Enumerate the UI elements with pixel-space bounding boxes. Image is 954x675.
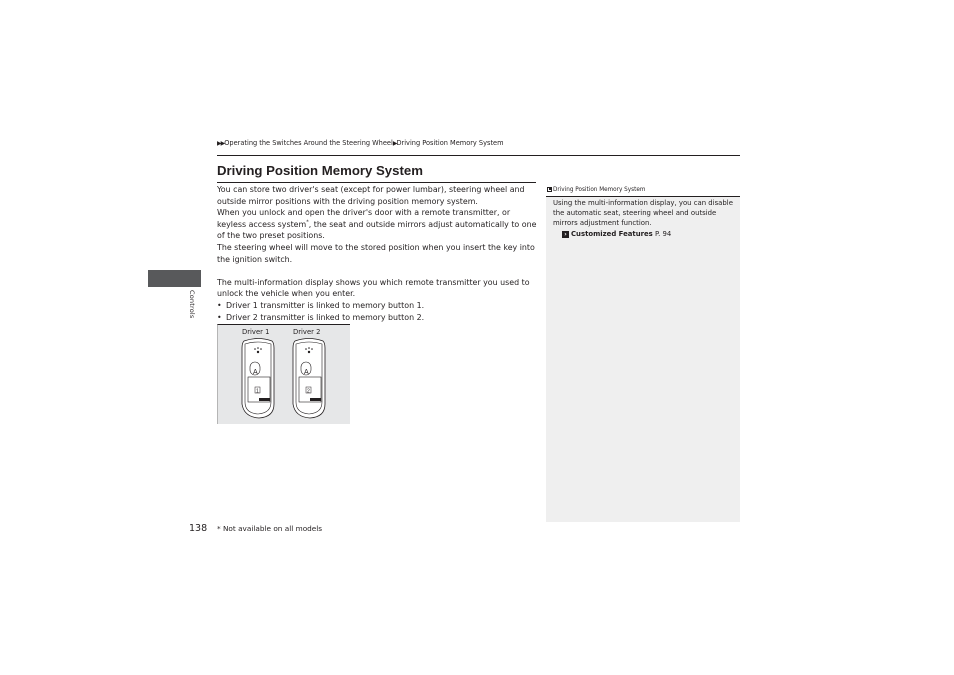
svg-text:A: A — [253, 369, 258, 376]
cross-reference-link[interactable] — [562, 229, 737, 239]
note-paragraph: Using the multi-information display, you can disable the automatic seat, steering wheel and outside mirrors adjustment function. — [553, 199, 733, 228]
footnote: * Not available on all models — [217, 524, 323, 533]
key1-number: 1 — [256, 388, 259, 395]
note-title: Driving Position Memory System — [547, 186, 645, 195]
link-arrow-icon: › — [562, 231, 569, 238]
driver1-label: Driver 1 — [242, 328, 270, 336]
chapter-label: Controls — [188, 290, 196, 319]
key-fob-icon — [242, 339, 274, 419]
breadcrumb-section[interactable]: Operating the Switches Around the Steering Wheel — [224, 139, 393, 147]
list-item: • Driver 1 transmitter is linked to memory button 1. — [217, 300, 537, 312]
footnote-mark: * — [306, 219, 309, 226]
note-icon — [547, 187, 552, 192]
note-text — [553, 198, 737, 239]
driver2-label: Driver 2 — [293, 328, 321, 336]
list-item: • Driver 2 transmitter is linked to memory button 2. — [217, 312, 537, 324]
paragraph: The steering wheel will move to the stored position when you insert the key into the ignition switch. — [217, 242, 535, 264]
key-fob-illustration — [217, 324, 350, 424]
title-rule — [217, 182, 536, 183]
key-fobs-drawing — [217, 324, 350, 424]
body-text — [217, 184, 537, 323]
svg-text:A: A — [304, 369, 309, 376]
breadcrumb-current: Driving Position Memory System — [396, 139, 504, 147]
double-arrow-icon: ▶▶ — [217, 140, 225, 147]
arrow-icon: ▶ — [392, 140, 397, 147]
page-number: 138 — [189, 523, 208, 534]
xref-page[interactable]: P. 94 — [654, 229, 672, 238]
paragraph: When you unlock and open the driver's door with a remote transmitter, or keyless access system*, the seat and outside mirrors adjust automatically to one of the two preset positions. — [217, 208, 537, 241]
breadcrumb — [217, 138, 504, 149]
paragraph: You can store two driver's seat (except for power lumbar), steering wheel and outside mirror positions with the driving position memory system. — [217, 185, 525, 206]
key-fob-icon — [293, 339, 325, 419]
key2-number: 2 — [307, 388, 310, 395]
header-rule — [217, 155, 740, 156]
chapter-tab[interactable] — [148, 270, 201, 287]
xref-label[interactable]: Customized Features — [571, 229, 653, 238]
paragraph: The multi-information display shows you which remote transmitter you used to unlock the vehicle when you enter. — [217, 277, 530, 299]
bullet-list — [217, 300, 537, 323]
page-title: Driving Position Memory System — [217, 163, 423, 178]
